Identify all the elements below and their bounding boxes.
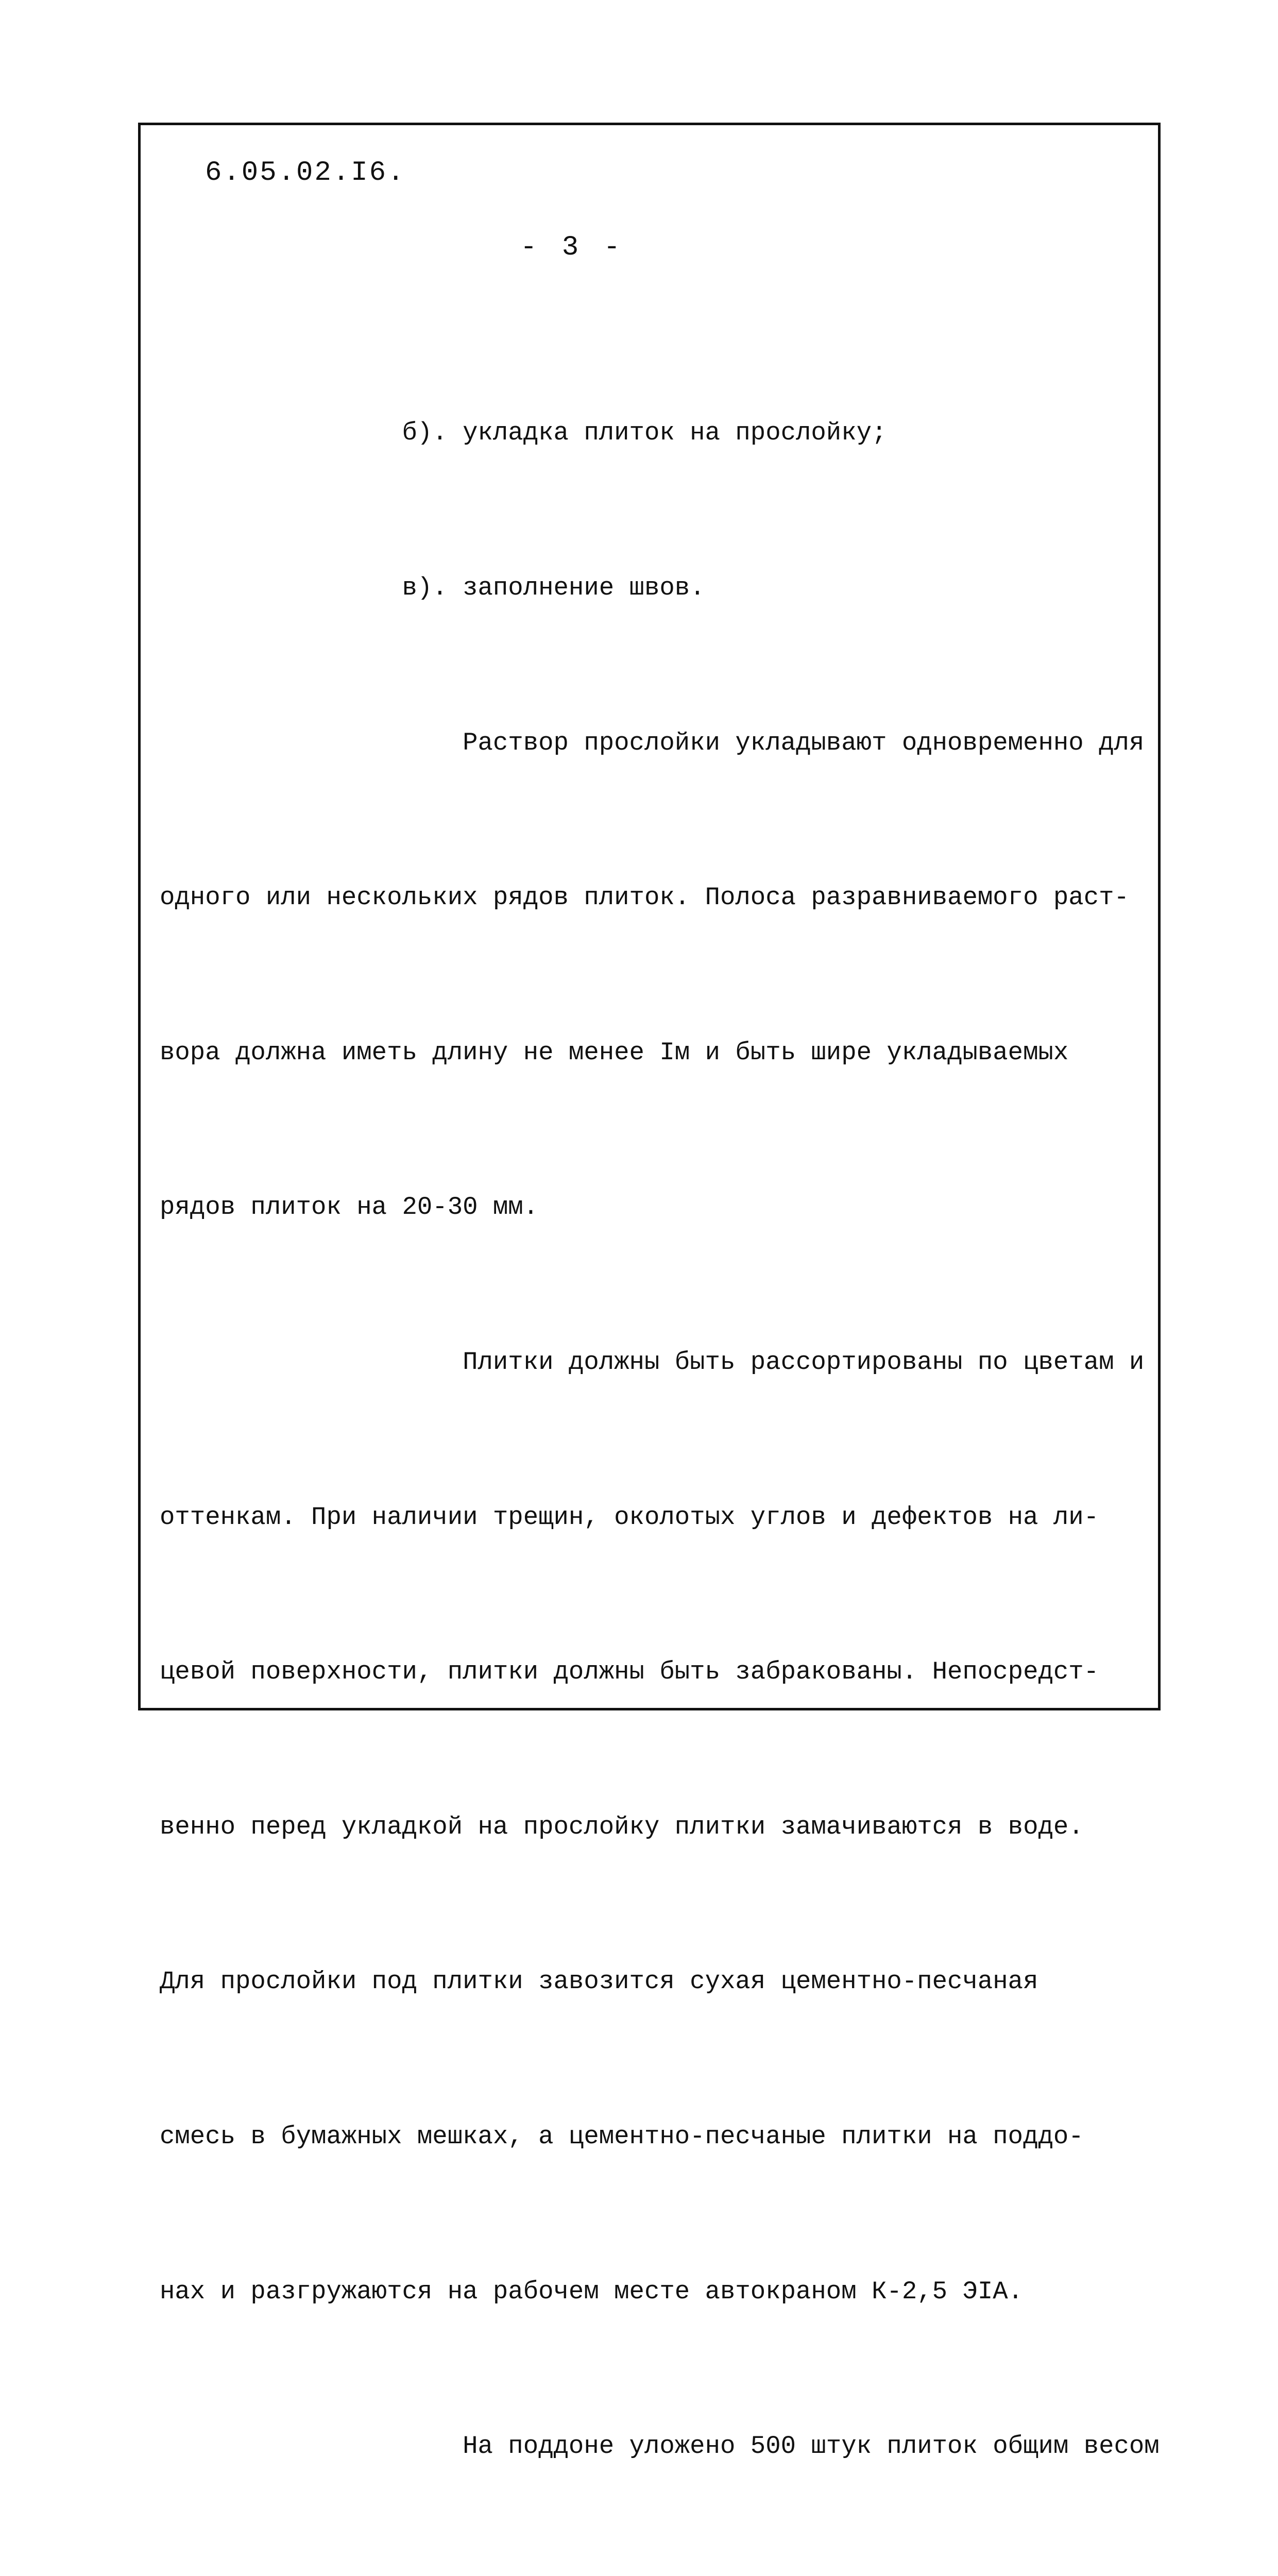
- body-text: [160, 304, 1160, 2576]
- text-line: вора должна иметь длину не менее Iм и быть шире укладываемых: [160, 1038, 1069, 1067]
- text-line: в). заполнение швов.: [160, 573, 705, 602]
- text-line: Для прослойки под плитки завозится сухая цементно-песчаная: [160, 1967, 1038, 1996]
- text-line: цевой поверхности, плитки должны быть забракованы. Непосредст-: [160, 1657, 1099, 1687]
- text-line: б). укладка плиток на прослойку;: [160, 418, 887, 448]
- text-line: нах и разгружаются на рабочем месте автокраном К-2,5 ЭIА.: [160, 2277, 1024, 2306]
- document-code: 6.05.02.I6.: [205, 157, 406, 189]
- text-line: На поддоне уложено 500 штук плиток общим весом: [160, 2432, 1160, 2461]
- page-number: - 3 -: [520, 232, 625, 263]
- text-line: оттенкам. При наличии трещин, околотых углов и дефектов на ли-: [160, 1502, 1099, 1532]
- text-line: Раствор прослойки укладывают одновременно для: [160, 728, 1145, 757]
- text-line: смесь в бумажных мешках, а цементно-песчаные плитки на поддо-: [160, 2122, 1084, 2151]
- text-line: рядов плиток на 20-30 мм.: [160, 1193, 539, 1222]
- text-line: [160, 2575, 1154, 2576]
- text-line: Плитки должны быть рассортированы по цветам и: [160, 1347, 1145, 1377]
- text-line: венно перед укладкой на прослойку плитки замачиваются в воде.: [160, 1812, 1084, 1841]
- text-line: одного или нескольких рядов плиток. Полоса разравниваемого раст-: [160, 883, 1129, 912]
